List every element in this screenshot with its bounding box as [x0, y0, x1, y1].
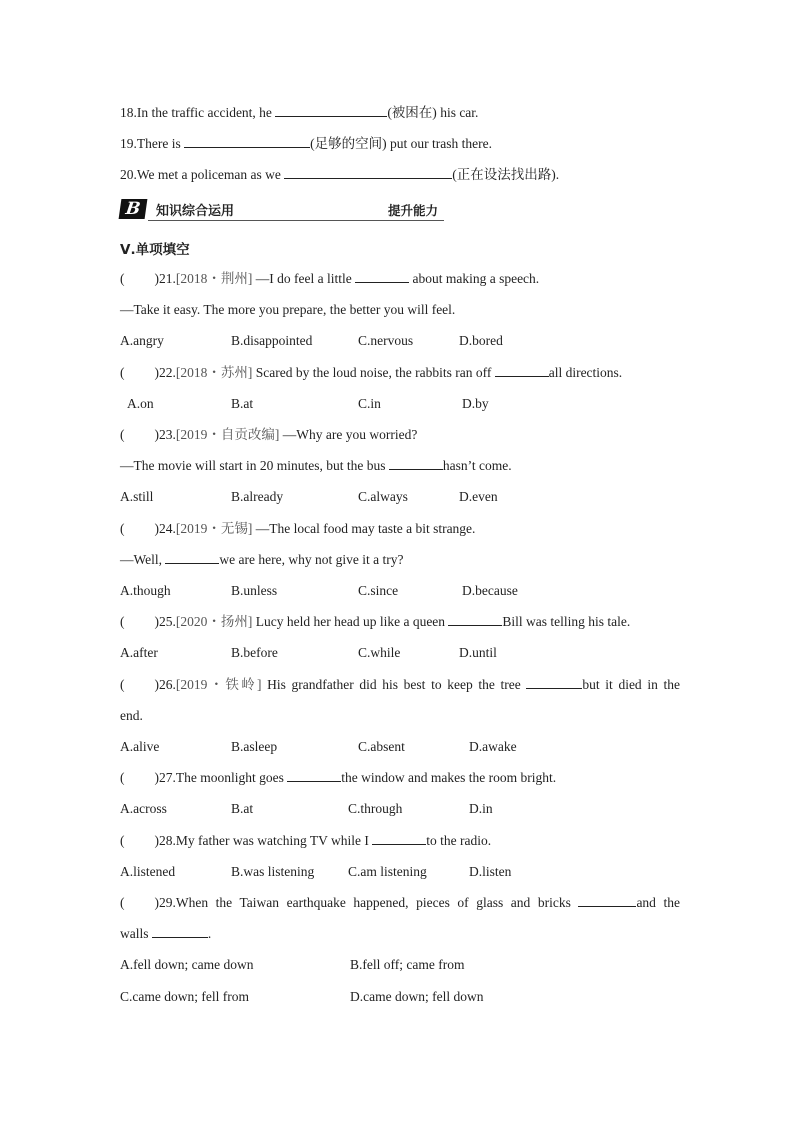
answer-blank[interactable]: [355, 270, 409, 283]
fill-in-20: [120, 166, 680, 184]
section-divider: [148, 220, 444, 221]
item-number: 20.: [120, 167, 137, 182]
option-c[interactable]: C.absent: [358, 739, 405, 754]
question-source: [2018・荆州]: [175, 271, 253, 286]
fill-in-18: [120, 104, 680, 122]
option-d[interactable]: D.because: [462, 583, 518, 598]
item-text-end: put our trash there.: [386, 136, 492, 151]
question-28: [120, 832, 680, 850]
question-text-end: Bill was telling his tale.: [502, 614, 631, 629]
option-a[interactable]: A.listened: [120, 864, 176, 879]
option-c[interactable]: C.am listening: [348, 864, 427, 879]
option-b[interactable]: B.at: [231, 801, 254, 816]
option-b[interactable]: B.fell off; came from: [350, 957, 465, 972]
question-29-continued: [120, 925, 680, 943]
answer-paren-open: (: [120, 427, 125, 442]
item-text-end: .: [555, 167, 560, 182]
question-source: [2019・铁岭]: [175, 677, 262, 692]
question-number: 25.: [159, 614, 176, 629]
answer-blank[interactable]: [284, 166, 452, 179]
option-a[interactable]: A.on: [127, 396, 154, 411]
exercise-heading: Ⅴ.单项填空: [120, 242, 190, 258]
question-text-end: to the radio.: [426, 833, 492, 848]
option-a[interactable]: A.after: [120, 645, 158, 660]
option-d[interactable]: D.by: [462, 396, 489, 411]
question-23: [120, 426, 680, 444]
question-text: The moonlight goes: [175, 770, 288, 785]
section-subtitle: 提升能力: [388, 203, 439, 218]
answer-paren-open: (: [120, 271, 125, 286]
option-c[interactable]: C.came down; fell from: [120, 989, 249, 1004]
option-a[interactable]: A.across: [120, 801, 167, 816]
section-header: [120, 198, 444, 222]
question-text-end: about making a speech.: [409, 271, 540, 286]
question-number: 21.: [159, 271, 176, 286]
dialog-text-end: hasn’t come.: [442, 458, 512, 473]
answer-paren-open: (: [120, 770, 125, 785]
option-a[interactable]: A.angry: [120, 333, 164, 348]
question-text-end: all directions.: [548, 365, 623, 380]
item-number: 18.: [120, 105, 137, 120]
answer-blank[interactable]: [448, 613, 502, 626]
question-number: 24.: [159, 521, 176, 536]
fill-in-19: [120, 135, 680, 153]
section-title: 知识综合运用: [156, 204, 235, 219]
option-d[interactable]: D.listen: [469, 864, 512, 879]
answer-paren-close: ): [154, 677, 159, 692]
option-a[interactable]: A.still: [120, 489, 154, 504]
answer-paren-close: ): [154, 833, 159, 848]
question-24-dialog: [120, 551, 680, 569]
dialog-text: —Well,: [120, 552, 166, 567]
answer-blank[interactable]: [495, 364, 549, 377]
answer-blank[interactable]: [275, 104, 387, 117]
question-21: [120, 270, 680, 288]
question-text-end: but it died in the: [582, 677, 680, 692]
question-number: 23.: [159, 427, 176, 442]
answer-paren-close: ): [154, 521, 159, 536]
chinese-hint: (被困在): [387, 105, 437, 120]
answer-blank[interactable]: [184, 135, 310, 148]
item-text: We met a policeman as we: [136, 167, 285, 182]
option-a[interactable]: A.fell down; came down: [120, 957, 254, 972]
answer-blank[interactable]: [372, 832, 426, 845]
dialog-text: —The movie will start in 20 minutes, but the bus: [120, 458, 389, 473]
question-source: [2019・无锡]: [175, 521, 253, 536]
answer-paren-open: (: [120, 365, 125, 380]
answer-paren-close: ): [154, 614, 159, 629]
answer-blank[interactable]: [287, 769, 341, 782]
question-24: [120, 520, 680, 538]
option-b[interactable]: B.was listening: [231, 864, 315, 879]
answer-paren-open: (: [120, 895, 125, 910]
option-b[interactable]: B.at: [231, 396, 254, 411]
question-text: Lucy held her head up like a queen: [252, 614, 449, 629]
answer-blank[interactable]: [578, 894, 636, 907]
option-a[interactable]: A.though: [120, 583, 171, 598]
question-number: 28.: [159, 833, 176, 848]
option-c[interactable]: C.in: [358, 396, 381, 411]
option-b[interactable]: B.disappointed: [231, 333, 313, 348]
option-b[interactable]: B.unless: [231, 583, 278, 598]
question-22: [120, 364, 680, 382]
option-d[interactable]: D.until: [459, 645, 497, 660]
item-text: There is: [136, 136, 185, 151]
dialog-text-end: we are here, why not give it a try?: [219, 552, 404, 567]
question-number: 29.: [159, 895, 176, 910]
question-29: [120, 894, 680, 912]
option-d[interactable]: D.even: [459, 489, 498, 504]
answer-paren-close: ): [154, 365, 159, 380]
question-source: [2020・扬州]: [175, 614, 253, 629]
option-a[interactable]: A.alive: [120, 739, 160, 754]
option-c[interactable]: C.always: [358, 489, 408, 504]
option-c[interactable]: C.through: [348, 801, 403, 816]
question-21-dialog: —Take it easy. The more you prepare, the better you will feel.: [120, 302, 456, 317]
question-26: [120, 676, 680, 694]
section-badge: B: [119, 199, 148, 219]
item-text-end: his car.: [436, 105, 479, 120]
question-text-end: .: [207, 926, 212, 941]
question-text: Scared by the loud noise, the rabbits ran off: [252, 365, 495, 380]
question-23-dialog: [120, 457, 680, 475]
question-text: His grandfather did his best to keep the tree: [261, 677, 527, 692]
question-27: [120, 769, 680, 787]
question-number: 22.: [159, 365, 176, 380]
question-25: [120, 613, 680, 631]
answer-blank[interactable]: [526, 676, 582, 689]
question-source: [2018・苏州]: [175, 365, 253, 380]
question-text: —The local food may taste a bit strange.: [252, 521, 476, 536]
option-d[interactable]: D.came down; fell down: [350, 989, 484, 1004]
answer-paren-open: (: [120, 833, 125, 848]
answer-blank[interactable]: [389, 457, 443, 470]
chinese-hint: (足够的空间): [310, 136, 387, 151]
option-c[interactable]: C.while: [358, 645, 401, 660]
answer-paren-close: ): [154, 770, 159, 785]
answer-paren-close: ): [154, 427, 159, 442]
option-b[interactable]: B.asleep: [231, 739, 278, 754]
option-c[interactable]: C.since: [358, 583, 399, 598]
option-b[interactable]: B.already: [231, 489, 284, 504]
question-text-end: the window and makes the room bright.: [341, 770, 557, 785]
answer-paren-open: (: [120, 614, 125, 629]
question-text: —Why are you worried?: [279, 427, 418, 442]
answer-blank[interactable]: [152, 925, 208, 938]
question-text: When the Taiwan earthquake happened, pieces of glass and bricks: [175, 895, 579, 910]
answer-paren-close: ): [154, 271, 159, 286]
answer-paren-open: (: [120, 677, 125, 692]
item-number: 19.: [120, 136, 137, 151]
answer-paren-close: ): [154, 895, 159, 910]
option-d[interactable]: D.bored: [459, 333, 503, 348]
question-text: —I do feel a little: [252, 271, 356, 286]
option-b[interactable]: B.before: [231, 645, 278, 660]
question-text: My father was watching TV while I: [175, 833, 373, 848]
answer-blank[interactable]: [165, 551, 219, 564]
answer-paren-open: (: [120, 521, 125, 536]
item-text: In the traffic accident, he: [136, 105, 276, 120]
question-26-continued: end.: [120, 708, 143, 723]
option-d[interactable]: D.in: [469, 801, 493, 816]
question-number: 26.: [159, 677, 176, 692]
option-c[interactable]: C.nervous: [358, 333, 414, 348]
question-source: [2019・自贡改编]: [175, 427, 280, 442]
question-text-end: and the: [636, 895, 680, 910]
option-d[interactable]: D.awake: [469, 739, 517, 754]
question-number: 27.: [159, 770, 176, 785]
question-text: walls: [120, 926, 152, 941]
chinese-hint: (正在设法找出路): [452, 167, 556, 182]
